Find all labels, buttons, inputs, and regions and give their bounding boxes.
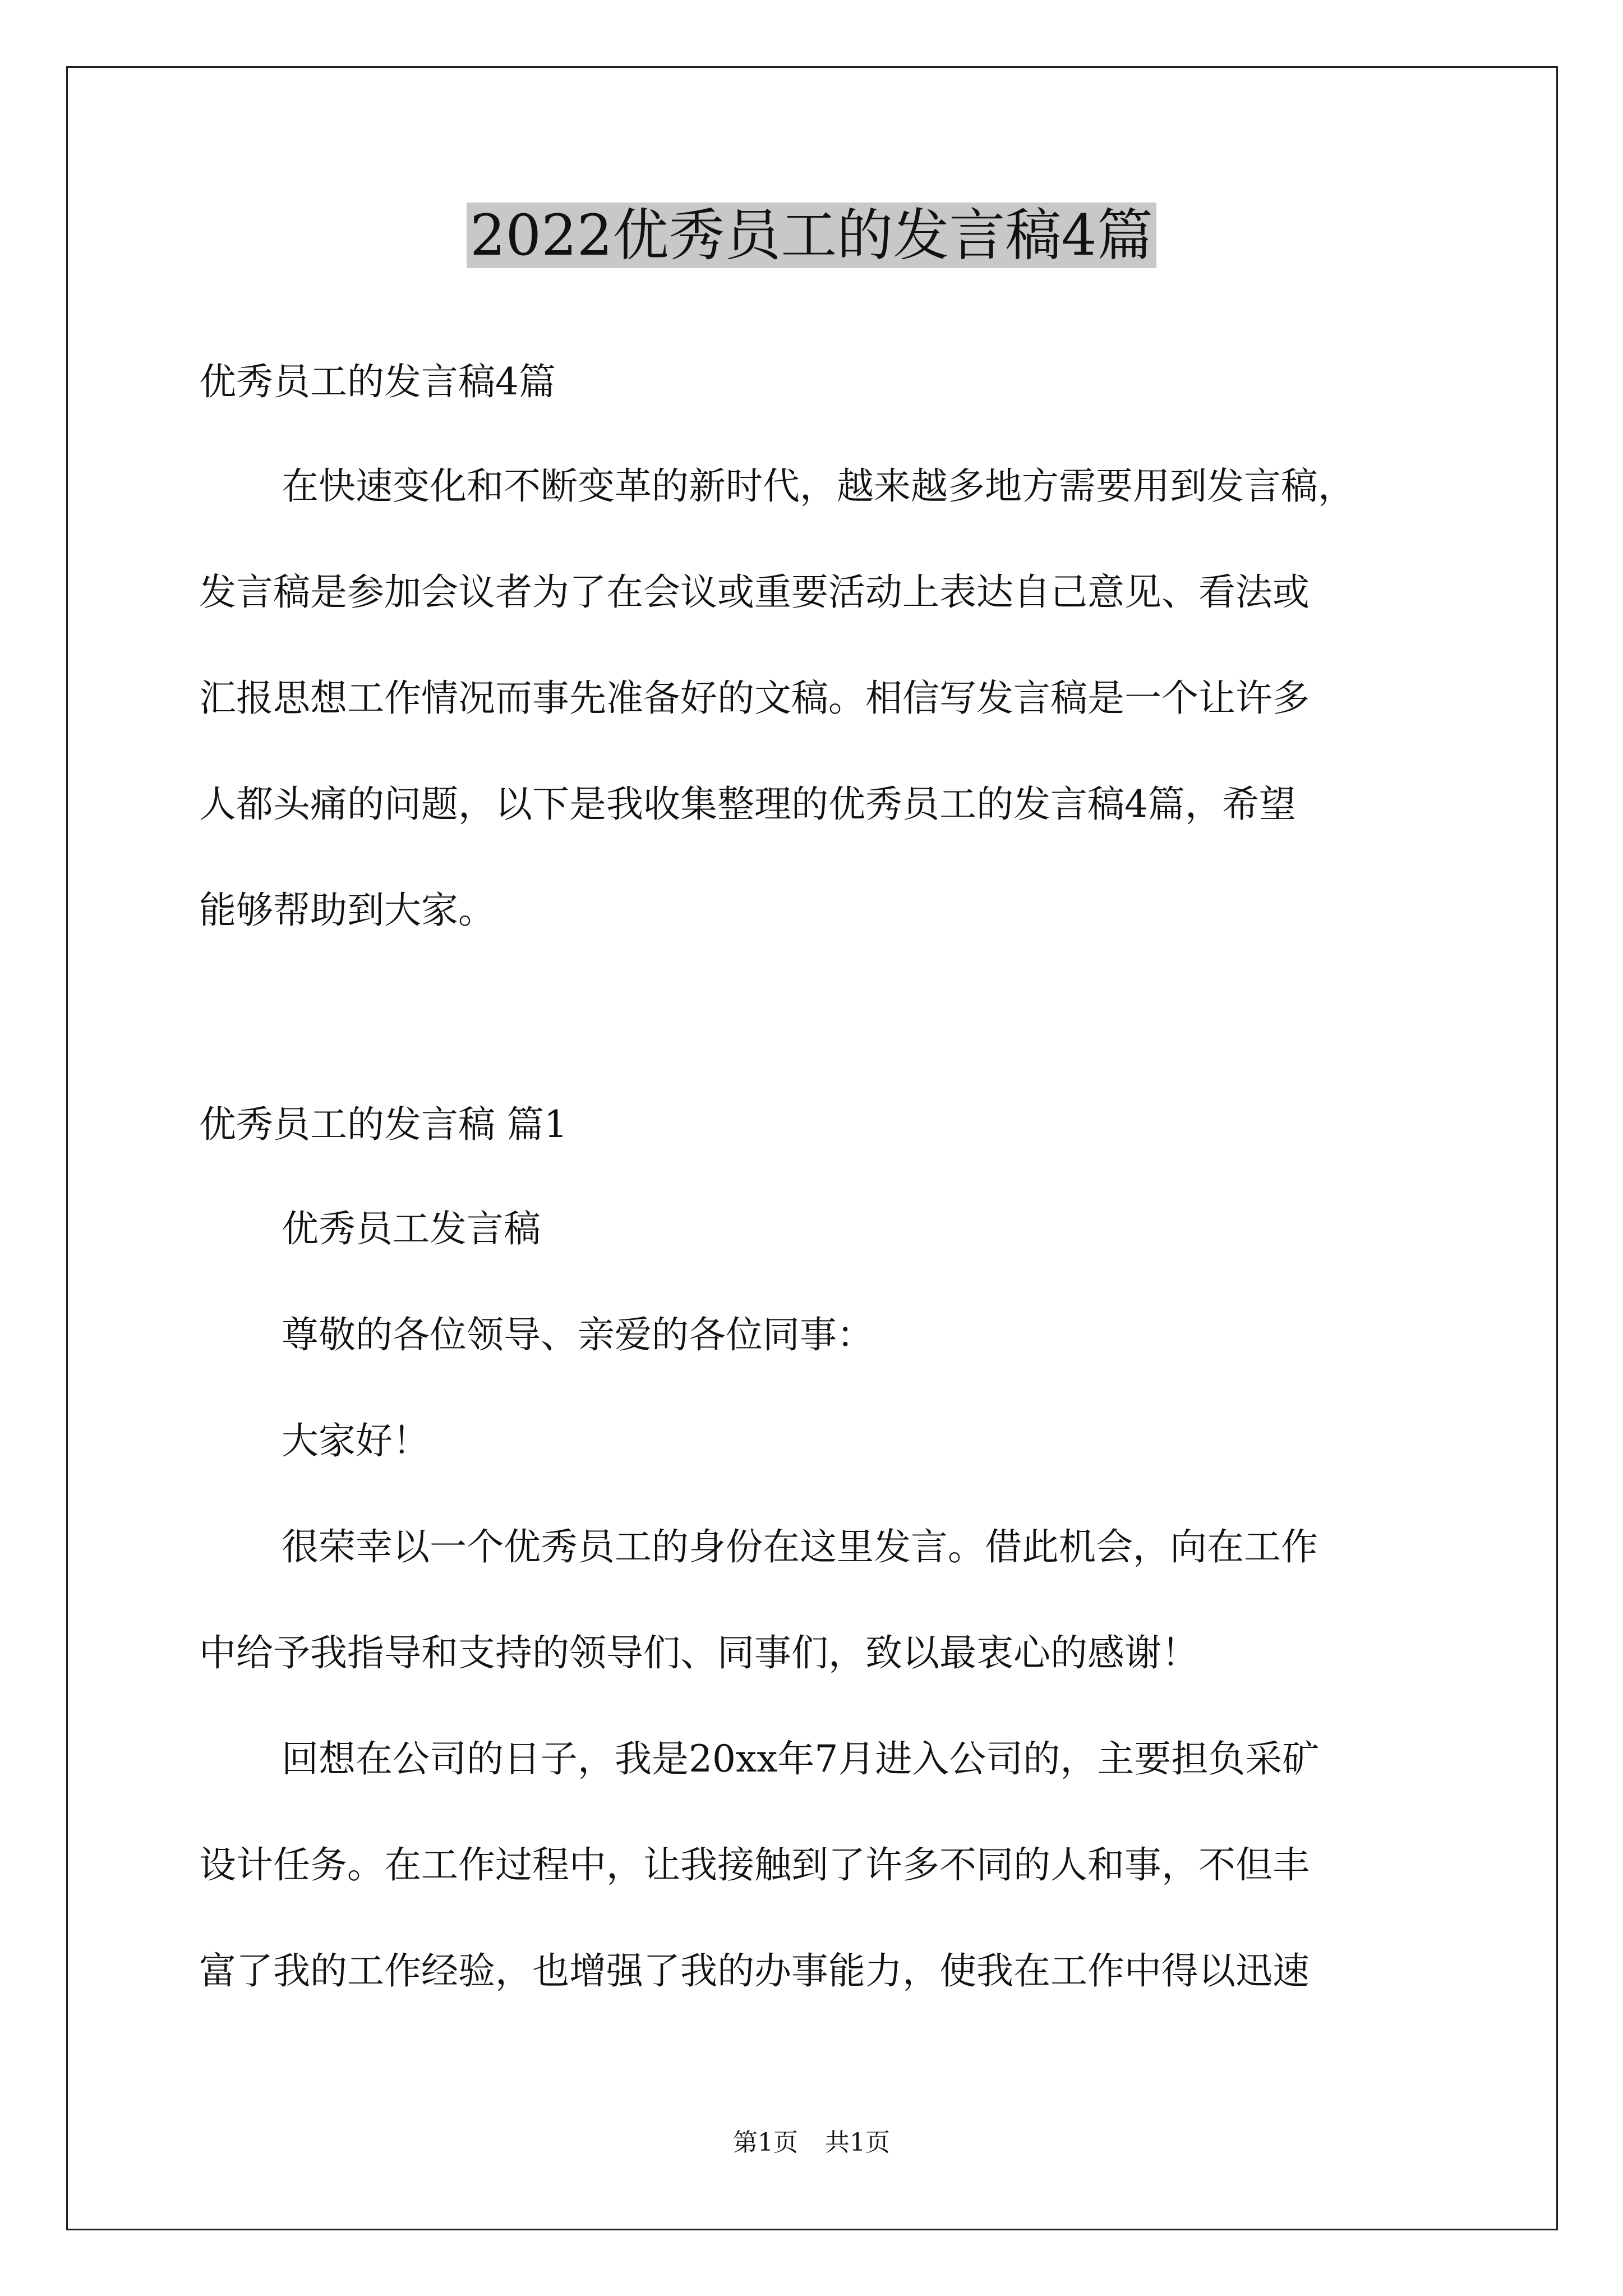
page-number: 第1页 xyxy=(733,2128,798,2157)
paragraph-line: 尊敬的各位领导、亲爱的各位同事： xyxy=(282,1313,874,1356)
paragraph-line: 能够帮助到大家。 xyxy=(199,889,495,932)
section-heading: 优秀员工的发言稿 篇1 xyxy=(199,1103,568,1146)
subtitle-line: 优秀员工的发言稿4篇 xyxy=(199,360,556,403)
paragraph-line: 优秀员工发言稿 xyxy=(282,1207,541,1250)
paragraph-line: 回想在公司的日子，我是20xx年7月进入公司的，主要担负采矿 xyxy=(282,1737,1320,1780)
paragraph-line: 富了我的工作经验，也增强了我的办事能力，使我在工作中得以迅速 xyxy=(199,1949,1310,1993)
paragraph-line: 汇报思想工作情况而事先准备好的文稿。相信写发言稿是一个让许多 xyxy=(199,677,1310,720)
page-total: 共1页 xyxy=(825,2128,890,2157)
document-title-text: 2022优秀员工的发言稿4篇 xyxy=(467,203,1156,268)
paragraph-line: 大家好！ xyxy=(282,1419,430,1462)
paragraph-line: 在快速变化和不断变革的新时代，越来越多地方需要用到发言稿， xyxy=(282,464,1355,508)
paragraph-line: 中给予我指导和支持的领导们、同事们，致以最衷心的感谢！ xyxy=(199,1631,1198,1674)
paragraph-line: 设计任务。在工作过程中，让我接触到了许多不同的人和事，不但丰 xyxy=(199,1843,1310,1887)
page-footer xyxy=(0,2126,1623,2160)
paragraph-line: 很荣幸以一个优秀员工的身份在这里发言。借此机会，向在工作 xyxy=(282,1525,1318,1568)
paragraph-line: 发言稿是参加会议者为了在会议或重要活动上表达自己意见、看法或 xyxy=(199,570,1310,614)
paragraph-line: 人都头痛的问题，以下是我收集整理的优秀员工的发言稿4篇，希望 xyxy=(199,783,1296,826)
document-title xyxy=(0,199,1623,272)
